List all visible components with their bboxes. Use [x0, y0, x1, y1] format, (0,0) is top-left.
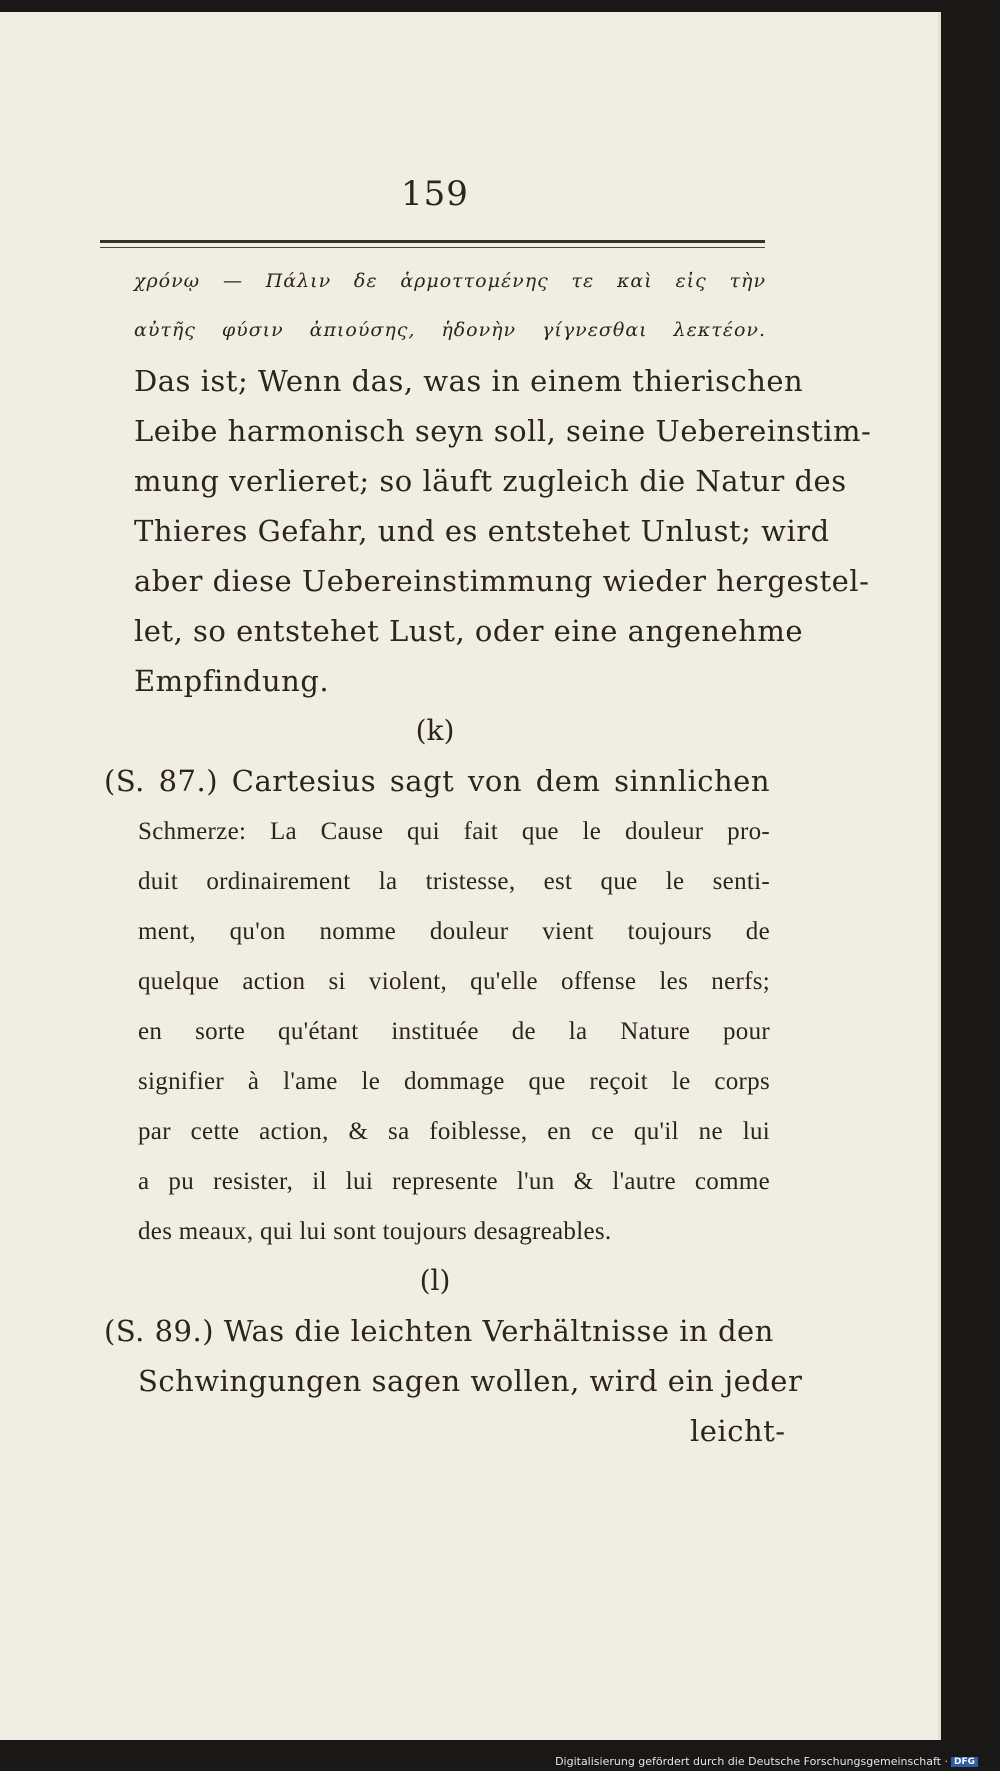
note-l-lead: (S. 89.) Was die leichten Verhältnisse in den — [104, 1314, 774, 1348]
header-rule — [100, 240, 765, 243]
note-k-line-1: Schmerze: La Cause qui fait que le douleur pro- — [138, 818, 770, 845]
dfg-logo: DFG — [951, 1757, 978, 1767]
catchword: leicht- — [690, 1414, 786, 1448]
book-page — [0, 12, 941, 1740]
body-line-3: Das ist; Wenn das, was in einem thierischen — [134, 364, 804, 398]
note-k-line-8: a pu resister, il lui represente l'un & l'autre comme — [138, 1168, 770, 1195]
note-k-line-2: duit ordinairement la tristesse, est que le senti- — [138, 868, 770, 895]
note-k-line-5: en sorte qu'étant instituée de la Nature pour — [138, 1018, 770, 1045]
body-line-8: let, so entstehet Lust, oder eine angenehme — [134, 614, 804, 648]
header-rule-thin — [100, 247, 765, 248]
note-k-line-3: ment, qu'on nomme douleur vient toujours de — [138, 918, 770, 945]
greek-line-1: χρόνῳ — Πάλιν δε ἁρμοττομένης τε καὶ εἰς τὴν — [134, 270, 766, 292]
note-k-line-7: par cette action, & sa foiblesse, en ce qu'il ne lui — [138, 1118, 770, 1145]
body-line-5: mung verlieret; so läuft zugleich die Natur des — [134, 464, 847, 498]
body-line-6: Thieres Gefahr, und es entstehet Unlust; wird — [134, 514, 830, 548]
note-k-line-9: des meaux, qui lui sont toujours desagreables. — [138, 1218, 612, 1245]
body-line-7: aber diese Uebereinstimmung wieder hergestel- — [134, 564, 870, 598]
note-k-line-6: signifier à l'ame le dommage que reçoit le corps — [138, 1068, 770, 1095]
note-k-lead: (S. 87.) Cartesius sagt von dem sinnlichen — [104, 764, 770, 798]
digitization-credit — [555, 1755, 978, 1768]
body-line-4: Leibe harmonisch seyn soll, seine Uebereinstim- — [134, 414, 872, 448]
note-l-line-1: Schwingungen sagen wollen, wird ein jeder — [138, 1364, 803, 1398]
body-line-9: Empfindung. — [134, 664, 330, 698]
greek-line-2: αὐτῆς φύσιν ἀπιούσης, ἡδονὴν γίγνεσθαι λεκτέον. — [134, 319, 766, 341]
note-l-label: (l) — [419, 1264, 451, 1297]
credit-text: Digitalisierung gefördert durch die Deutsche Forschungsgemeinschaft · — [555, 1755, 948, 1768]
page-number: 159 — [401, 174, 469, 214]
note-k-label: (k) — [415, 714, 455, 747]
note-k-line-4: quelque action si violent, qu'elle offense les nerfs; — [138, 968, 770, 995]
